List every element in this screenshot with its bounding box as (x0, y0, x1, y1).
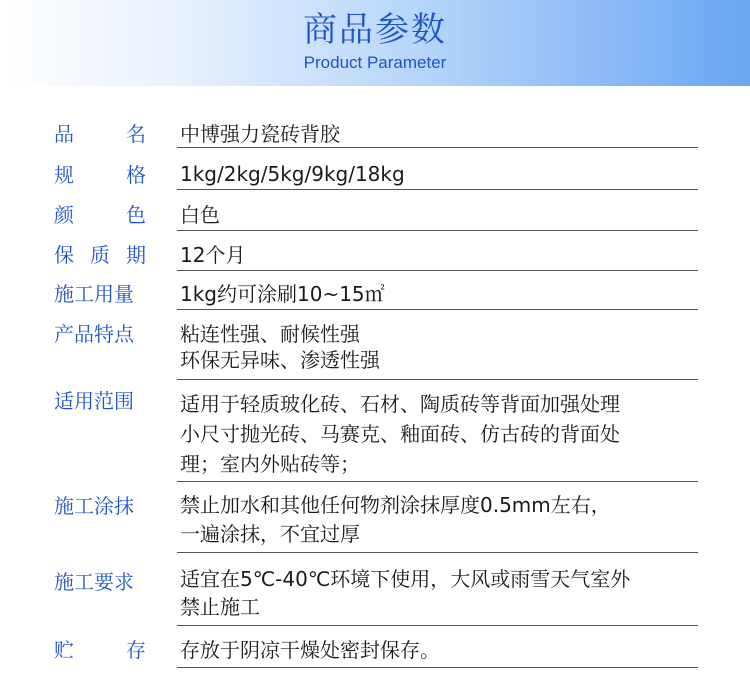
value-usage-amount (180, 281, 700, 307)
value-storage (180, 637, 700, 663)
value-line: 1kg/2kg/5kg/9kg/18kg (180, 162, 405, 186)
value-line: 白色 (180, 203, 220, 227)
value-requirements (180, 565, 700, 621)
label-char: 颜 (54, 203, 74, 227)
label-char: 质 (90, 243, 110, 267)
header-banner (0, 0, 750, 86)
row-divider (177, 309, 698, 310)
page-title: 商品参数 (303, 10, 447, 50)
label-features: 产品特点 (54, 322, 134, 346)
label-color (54, 202, 146, 228)
value-line: 禁止加水和其他任何物剂涂抹厚度0.5mm左右， (180, 493, 611, 517)
label-char: 贮 (54, 638, 74, 662)
row-divider (177, 481, 698, 482)
label-char: 存 (126, 638, 146, 662)
label-application: 施工涂抹 (54, 494, 134, 518)
row-divider (177, 189, 698, 190)
value-line: 小尺寸抛光砖、马赛克、釉面砖、仿古砖的背面处 (180, 422, 620, 446)
value-line: 12个月 (180, 243, 246, 267)
label-scope: 适用范围 (54, 389, 134, 413)
label-char: 色 (126, 203, 146, 227)
value-scope (180, 389, 700, 479)
label-usage-amount: 施工用量 (54, 282, 134, 306)
value-line: 环保无异味、渗透性强 (180, 348, 380, 372)
label-char: 保 (54, 243, 74, 267)
label-shelf-life (54, 242, 146, 268)
value-application (180, 491, 700, 549)
label-requirements: 施工要求 (54, 570, 134, 594)
page-subtitle: Product Parameter (303, 53, 447, 72)
value-line: 理；室内外贴砖等； (180, 452, 360, 476)
value-line: 禁止施工 (180, 595, 260, 619)
value-line: 中博强力瓷砖背胶 (180, 122, 340, 146)
value-line: 1kg约可涂刷10~15㎡ (180, 282, 385, 306)
value-shelf-life (180, 242, 700, 268)
row-divider (177, 230, 698, 231)
value-product-name (180, 121, 700, 147)
row-divider (177, 625, 698, 626)
value-line: 一遍涂抹，不宜过厚 (180, 522, 360, 546)
value-features (180, 321, 700, 373)
label-storage (54, 637, 146, 663)
label-char: 期 (126, 243, 146, 267)
label-product-name (54, 121, 146, 147)
row-divider (177, 379, 698, 380)
value-line: 粘连性强、耐候性强 (180, 322, 360, 346)
value-line: 适宜在5℃-40℃环境下使用，大风或雨雪天气室外 (180, 567, 631, 591)
label-char: 名 (126, 122, 146, 146)
value-line: 存放于阴凉干燥处密封保存。 (180, 638, 440, 662)
row-divider (177, 270, 698, 271)
value-color (180, 202, 700, 228)
row-divider (177, 147, 698, 148)
row-divider (177, 667, 698, 668)
label-char: 品 (54, 122, 74, 146)
value-line: 适用于轻质玻化砖、石材、陶质砖等背面加强处理 (180, 392, 620, 416)
label-char: 规 (54, 163, 74, 187)
label-spec (54, 162, 146, 188)
value-spec (180, 161, 700, 187)
label-char: 格 (126, 163, 146, 187)
row-divider (177, 552, 698, 553)
